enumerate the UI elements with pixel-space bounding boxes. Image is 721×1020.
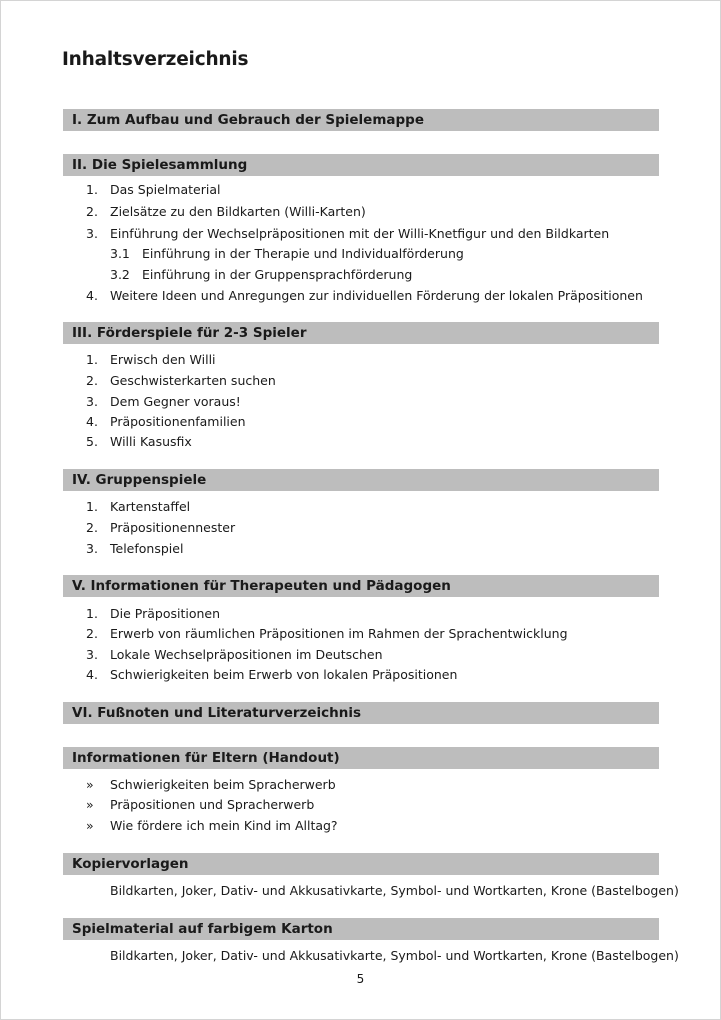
entry-text: Weitere Ideen und Anregungen zur individuellen Förderung der lokalen Präpositionen [110,288,643,303]
entry-text: Einführung der Wechselpräpositionen mit der Willi-Knetfigur und den Bildkarten [110,226,610,241]
section-heading-3: III. Förderspiele für 2-3 Spieler [63,322,659,344]
entry-text: Lokale Wechselpräpositionen im Deutschen [110,647,383,662]
section-heading-4: IV. Gruppenspiele [63,469,659,491]
entry-number: 3. [86,541,98,556]
entry-text: Präpositionennester [110,520,236,535]
entry-number: 3.2 [110,267,130,282]
section-heading-1: I. Zum Aufbau und Gebrauch der Spielemappe [63,109,659,131]
page-number: 5 [356,972,365,986]
entry-number: 4. [86,414,98,429]
section-heading-5: V. Informationen für Therapeuten und Pädagogen [63,575,659,597]
entry-number: 1. [86,352,98,367]
entry-text: Einführung in der Gruppensprachförderung [142,267,413,282]
entry-text: Präpositionen und Spracherwerb [110,797,315,812]
entry-text: Erwerb von räumlichen Präpositionen im Rahmen der Sprachentwicklung [110,626,568,641]
section-heading-spielmaterial: Spielmaterial auf farbigem Karton [63,918,659,940]
entry-text: Schwierigkeiten beim Spracherwerb [110,777,336,792]
bullet-glyph: » [86,818,94,833]
entry-text: Einführung in der Therapie und Individualförderung [142,246,464,261]
entry-number: 2. [86,626,98,641]
entry-number: 2. [86,520,98,535]
entry-text: Präpositionenfamilien [110,414,246,429]
entry-text: Erwisch den Willi [110,352,216,367]
entry-number: 4. [86,288,98,303]
entry-number: 3. [86,226,98,241]
entry-text: Zielsätze zu den Bildkarten (Willi-Karten) [110,204,366,219]
entry-text: Dem Gegner voraus! [110,394,241,409]
entry-text: Die Präpositionen [110,606,221,621]
entry-text: Bildkarten, Joker, Dativ- und Akkusativkarte, Symbol- und Wortkarten, Krone (Bastelbogen) [110,883,679,898]
page-title: Inhaltsverzeichnis [62,49,249,70]
section-heading-6: VI. Fußnoten und Literaturverzeichnis [63,702,659,724]
entry-text: Schwierigkeiten beim Erwerb von lokalen Präpositionen [110,667,458,682]
entry-number: 3. [86,394,98,409]
entry-text: Telefonspiel [110,541,184,556]
entry-number: 1. [86,499,98,514]
bullet-glyph: » [86,777,94,792]
section-heading-2: II. Die Spielesammlung [63,154,659,176]
entry-number: 2. [86,373,98,388]
entry-text: Geschwisterkarten suchen [110,373,276,388]
section-heading-kopiervorlagen: Kopiervorlagen [63,853,659,875]
entry-number: 1. [86,606,98,621]
entry-text: Kartenstaffel [110,499,191,514]
bullet-glyph: » [86,797,94,812]
entry-number: 2. [86,204,98,219]
section-heading-eltern: Informationen für Eltern (Handout) [63,747,659,769]
entry-number: 1. [86,182,98,197]
entry-text: Wie fördere ich mein Kind im Alltag? [110,818,338,833]
entry-number: 3. [86,647,98,662]
entry-text: Willi Kasusfix [110,434,192,449]
entry-number: 4. [86,667,98,682]
entry-number: 5. [86,434,98,449]
entry-number: 3.1 [110,246,130,261]
entry-text: Das Spielmaterial [110,182,221,197]
entry-text: Bildkarten, Joker, Dativ- und Akkusativkarte, Symbol- und Wortkarten, Krone (Bastelbogen) [110,948,679,963]
